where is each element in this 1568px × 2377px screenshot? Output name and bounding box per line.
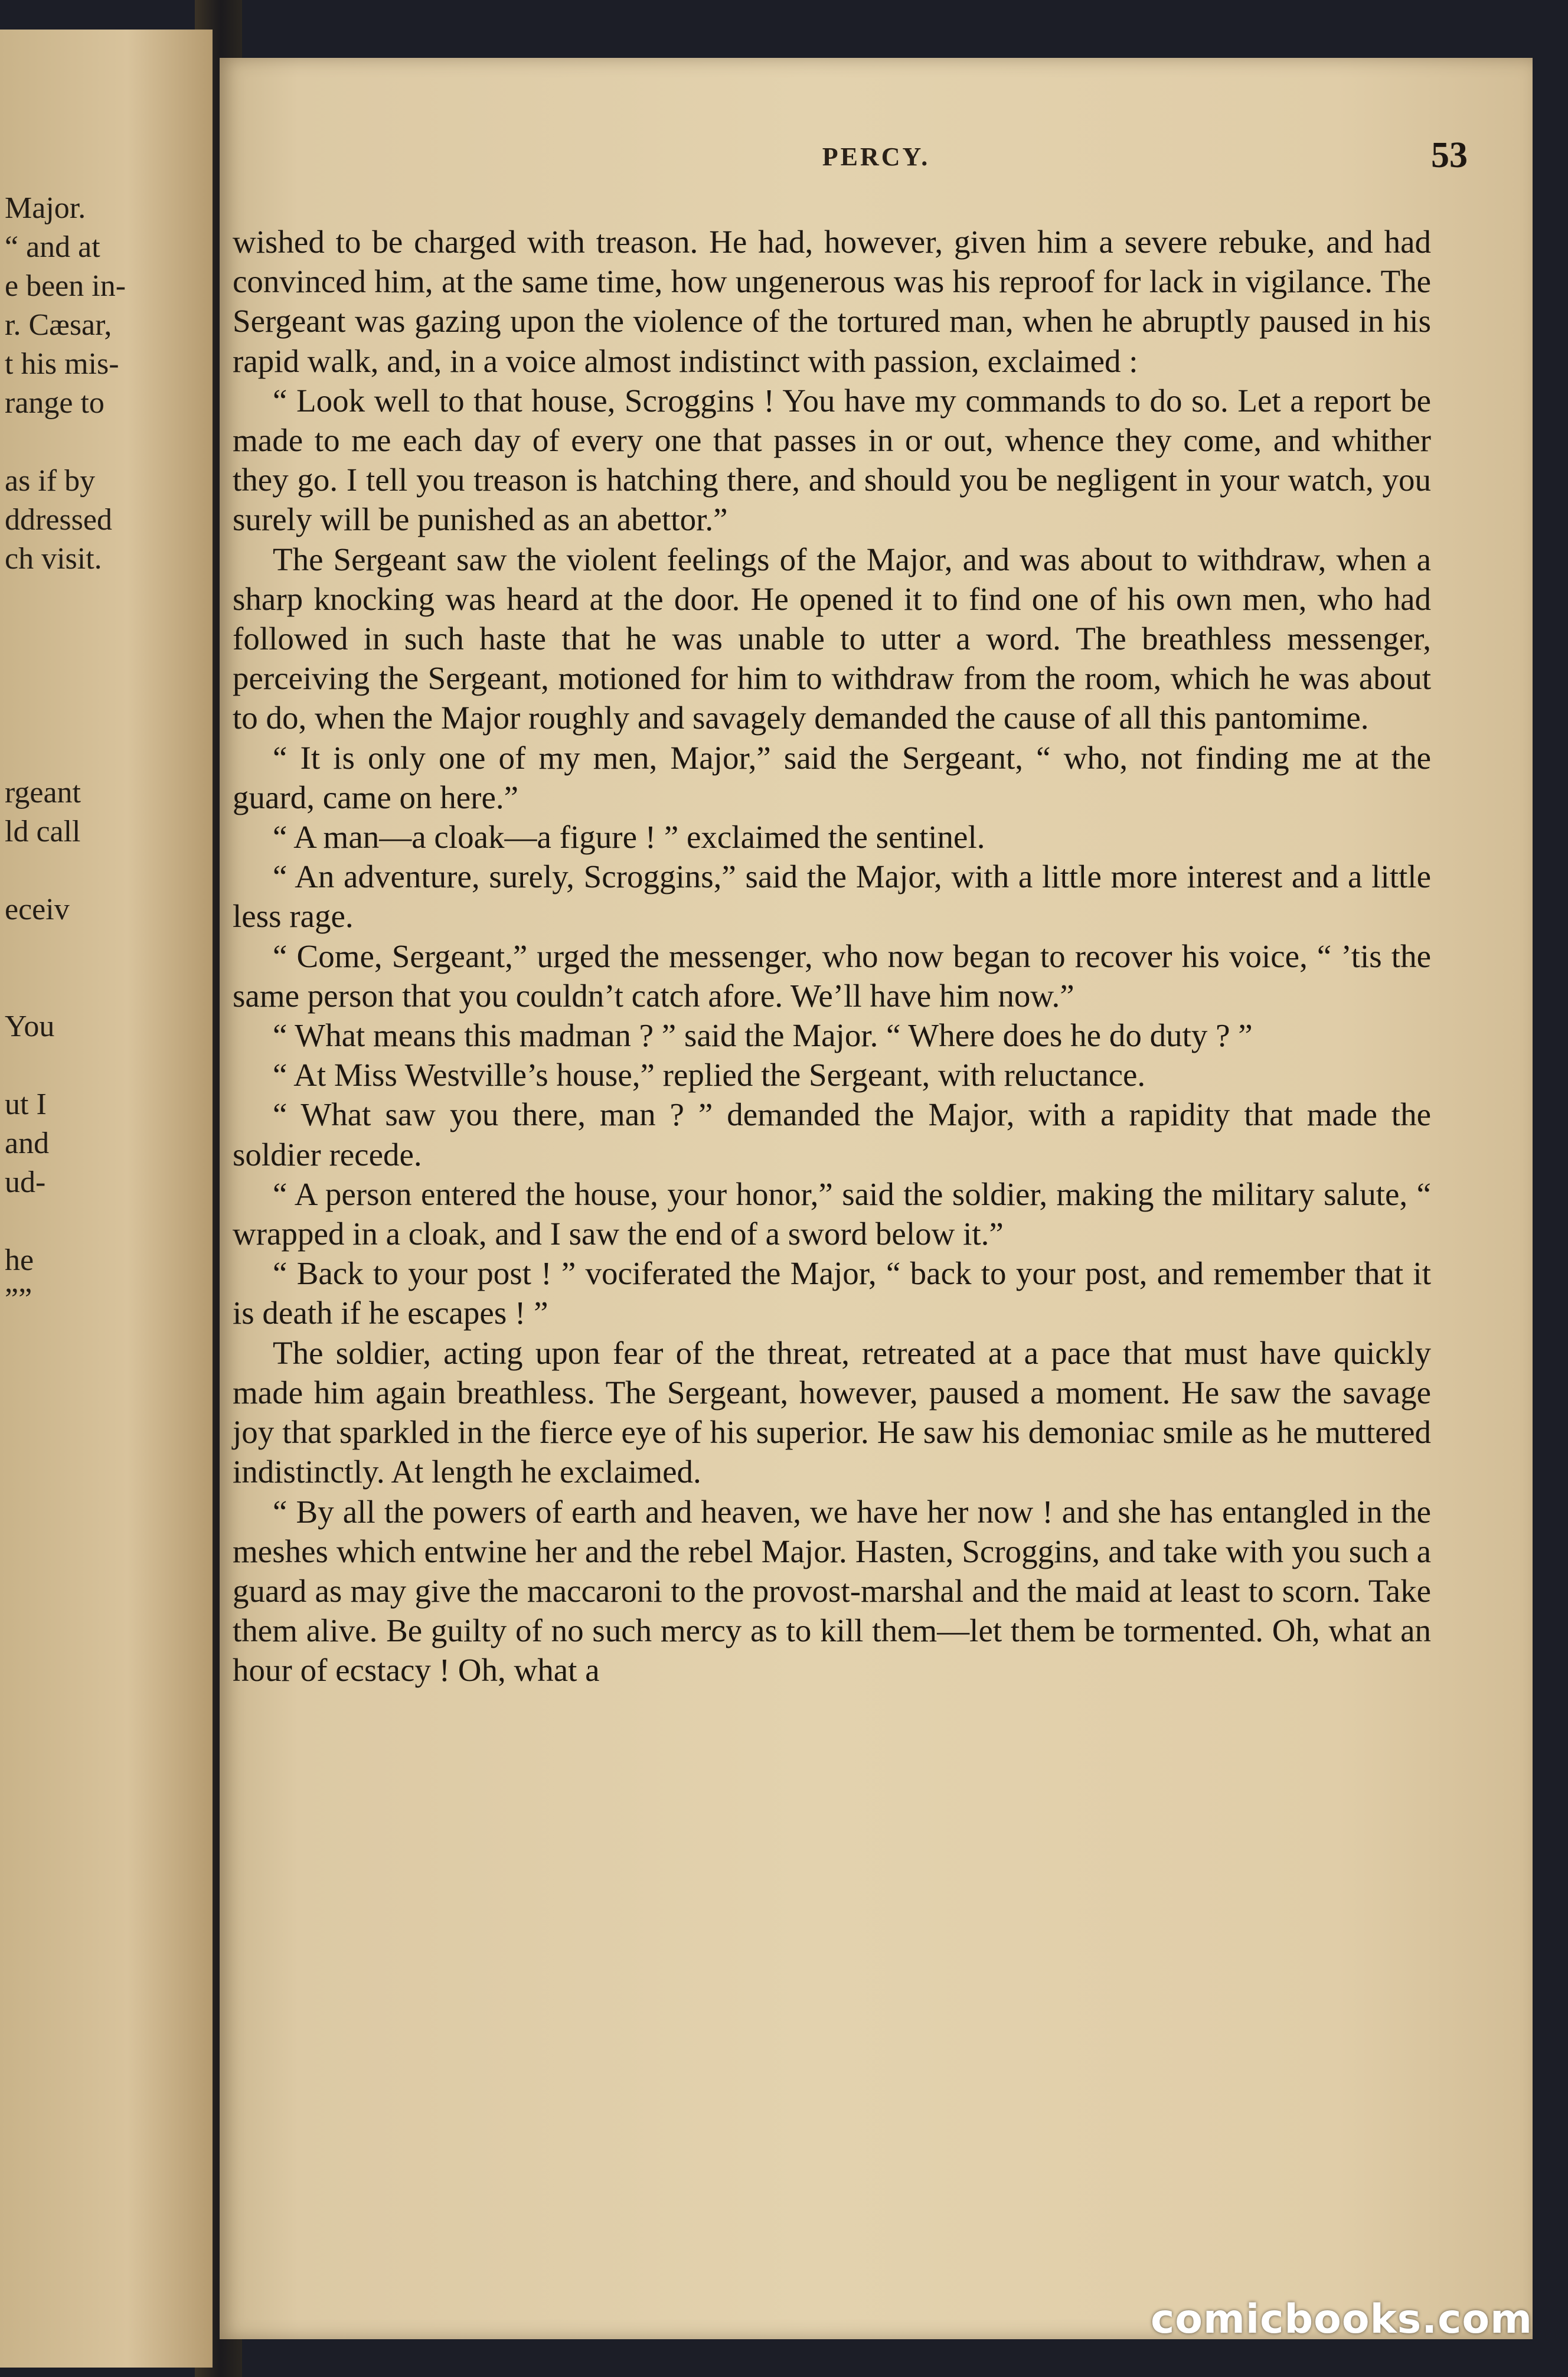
paragraph: “ By all the powers of earth and heaven, we have her now ! and she has entangled in the meshes which entwine her and the rebel Major. Hasten, Scroggins, and take with you such a guard as may give the maccaroni to the provost-marshal and the maid at least to scorn. Take them alive. Be guilty of no such mercy as to kill them—let them be tormented. Oh, what an hour of ecstacy ! Oh, what a [233,1493,1431,1689]
left-page-fragment: ch visit. [5,542,102,576]
left-page-fragment: “ and at [5,230,100,264]
left-page-fragment: and [5,1127,50,1160]
paragraph: “ Back to your post ! ” vociferated the Major, “ back to your post, and remember that it is death if he escapes ! ” [233,1255,1431,1331]
paragraph: The Sergeant saw the violent feelings of the Major, and was about to withdraw, when a sharp knocking was heard at the door. He opened it to find one of his own men, who had followed in such haste that he was unable to utter a word. The breathless messenger, perceiving the Sergeant, motioned for him to withdraw from the room, which he was about to do, when the Major roughly and savagely demanded the cause of all this pantomime. [233,541,1431,736]
paragraph: “ A man—a cloak—a figure ! ” exclaimed the sentinel. [273,819,985,856]
body-text [233,222,1431,1690]
paragraph: “ It is only one of my men, Major,” said the Sergeant, “ who, not finding me at the guard, came on here.” [233,739,1431,815]
left-page-fragment: as if by [5,464,96,498]
paragraph: “ Come, Sergeant,” urged the messenger, who now began to recover his voice, “ ’tis the same person that you couldn’t catch afore. We’ll have him now.” [233,938,1431,1014]
left-page-fragment: r. Cæsar, [5,308,112,342]
paragraph: The soldier, acting upon fear of the threat, retreated at a pace that must have quickly made him again breathless. The Sergeant, however, paused a moment. He saw the savage joy that sparkled in the fierce eye of his superior. He saw his demoniac smile as he muttered indistinctly. At length he exclaimed. [233,1334,1431,1490]
paragraph: wished to be charged with treason. He had, however, given him a severe rebuke, and had convinced him, at the same time, how ungenerous was his reproof for lack in vigilance. The Sergeant was gazing upon the violence of the tortured man, when he abruptly paused in his rapid walk, and, in a voice almost indistinct with passion, exclaimed : [233,224,1431,379]
paragraph: “ What saw you there, man ? ” demanded the Major, with a rapidity that made the soldier recede. [233,1096,1431,1173]
page-number: 53 [1431,135,1468,175]
paragraph: “ A person entered the house, your honor,” said the soldier, making the military salute, “ wrapped in a cloak, and I saw the end of a sword below it.” [233,1176,1431,1252]
paragraph: “ An adventure, surely, Scroggins,” said the Major, with a little more interest and a little less rage. [233,858,1431,935]
left-page-fragment: Major. [5,191,86,225]
left-page-fragment: e been in- [5,269,126,303]
running-title: PERCY. [822,142,930,171]
left-page-fragment: ud- [5,1165,46,1199]
left-page-fragment: ut I [5,1088,47,1121]
left-page-edge [0,30,213,2368]
left-page-fragment: ddressed [5,503,112,537]
left-page-fragment: ”” [5,1282,32,1316]
running-head [267,135,1485,182]
left-page-fragment: rgeant [5,776,81,809]
left-page-fragment: ld call [5,815,81,848]
left-page-fragment: You [5,1010,55,1043]
left-page-fragment: t his mis- [5,347,119,381]
paragraph: “ What means this madman ? ” said the Major. “ Where does he do duty ? ” [273,1017,1253,1054]
paragraph: “ At Miss Westville’s house,” replied the Sergeant, with reluctance. [273,1057,1146,1093]
left-page-fragment: eceiv [5,893,70,926]
book-page [220,58,1533,2339]
left-page-fragment: he [5,1243,34,1277]
left-page-fragment: range to [5,386,104,420]
watermark: comicbooks.com [1150,2296,1533,2343]
paragraph: “ Look well to that house, Scroggins ! You have my commands to do so. Let a report be made to me each day of every one that passes in or out, whence they come, and whither they go. I tell you treason is hatching there, and should you be negligent in your watch, you surely will be punished as an abettor.” [233,382,1431,538]
